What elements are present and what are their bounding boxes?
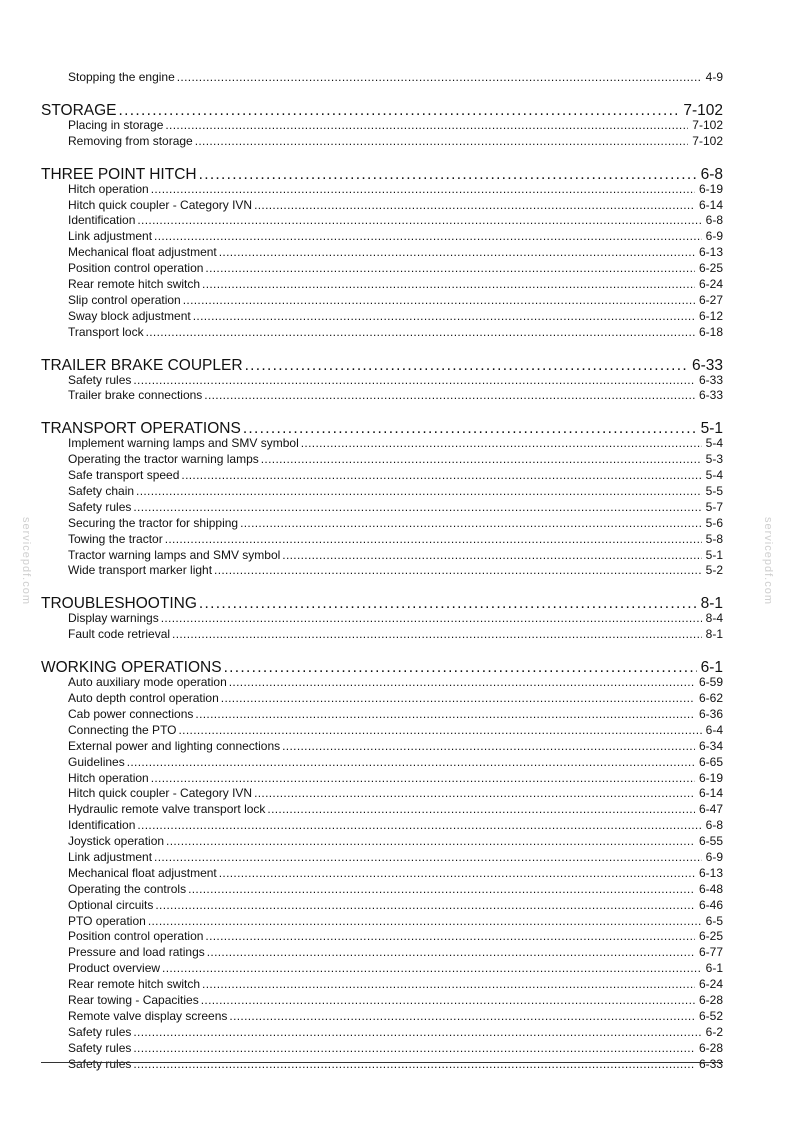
index-entry-label: Rear remote hitch switch [68, 277, 201, 292]
index-entry [41, 627, 723, 643]
dot-leader [133, 1057, 695, 1073]
index-entry-page: 6-14 [698, 786, 723, 801]
index-entry-label: Transport lock [68, 324, 144, 339]
index-entry-page: 6-33 [698, 1056, 723, 1071]
dot-leader [177, 70, 702, 86]
index-entry [41, 548, 723, 564]
index-entry-page: 7-102 [692, 133, 723, 148]
index-entry-label: Hitch operation [68, 770, 149, 785]
section-heading-page: 6-8 [700, 165, 723, 183]
index-entry-label: Guidelines [68, 754, 125, 769]
index-entry-page: 6-24 [698, 277, 723, 292]
index-entry-label: Auto auxiliary mode operation [68, 675, 227, 690]
index-entry-label: Safety rules [68, 372, 132, 387]
index-entry-label: Position control operation [68, 929, 204, 944]
index-entry [41, 802, 723, 818]
dot-leader [133, 500, 701, 516]
index-entry-page: 5-4 [705, 468, 723, 483]
index-entry [41, 691, 723, 707]
index-entry-page: 6-19 [698, 181, 723, 196]
index-entry-page: 6-52 [698, 1008, 723, 1023]
index-entry [41, 245, 723, 261]
dot-leader [133, 1025, 701, 1041]
index-entry-page: 6-77 [698, 945, 723, 960]
index-entry-page: 5-7 [705, 499, 723, 514]
dot-leader [133, 1041, 695, 1057]
dot-leader [193, 309, 695, 325]
index-entry-page: 6-28 [698, 1040, 723, 1055]
index-entry-label: Hitch operation [68, 181, 149, 196]
index-entry-label: Removing from storage [68, 133, 193, 148]
footer-rule [41, 1062, 723, 1063]
index-entry-page: 6-65 [698, 754, 723, 769]
dot-leader [195, 707, 695, 723]
index-entry-label: Sway block adjustment [68, 308, 191, 323]
index-entry-page: 6-47 [698, 802, 723, 817]
dot-leader [161, 611, 702, 627]
index-entry-page: 6-4 [705, 722, 723, 737]
index-entry-label: Link adjustment [68, 849, 153, 864]
index-entry-page: 7-102 [692, 117, 723, 132]
index-entry-page: 6-1 [705, 961, 723, 976]
index-entry [41, 1009, 723, 1025]
index-entry-page: 6-9 [705, 229, 723, 244]
index-entry-label: Rear remote hitch switch [68, 977, 201, 992]
index-entry-label: Safety chain [68, 484, 135, 499]
index-entry-page: 6-59 [698, 675, 723, 690]
watermark-right: servicepdf.com [762, 517, 774, 605]
section-heading-page: 6-1 [700, 659, 723, 677]
dot-leader [146, 325, 695, 341]
index-entry [41, 198, 723, 214]
dot-leader [148, 914, 702, 930]
index-entry [41, 182, 723, 198]
dot-leader [282, 548, 701, 564]
section-heading-label: TROUBLESHOOTING [41, 595, 197, 613]
dot-leader [154, 850, 702, 866]
section-heading [41, 659, 723, 676]
dot-leader [155, 898, 695, 914]
section-heading-label: TRANSPORT OPERATIONS [41, 420, 241, 438]
index-entry-label: Optional circuits [68, 897, 154, 912]
index-entry [41, 532, 723, 548]
section-heading [41, 595, 723, 612]
index-entry [41, 436, 723, 452]
index-entry-label: Slip control operation [68, 292, 181, 307]
section-heading-page: 8-1 [700, 595, 723, 613]
index-entry [41, 1025, 723, 1041]
index-entry-label: Towing the tractor [68, 531, 163, 546]
index-entry-label: Operating the tractor warning lamps [68, 452, 259, 467]
dot-leader [282, 739, 695, 755]
index-entry [41, 707, 723, 723]
index-entry-page: 6-14 [698, 197, 723, 212]
index-entry-label: Link adjustment [68, 229, 153, 244]
index-entry [41, 771, 723, 787]
dot-leader [219, 245, 695, 261]
index-entry-page: 6-2 [705, 1024, 723, 1039]
dot-leader [243, 420, 697, 437]
index-entry [41, 388, 723, 404]
section-heading-label: WORKING OPERATIONS [41, 659, 222, 677]
dot-leader [188, 882, 695, 898]
index-entry-page: 6-27 [698, 292, 723, 307]
dot-leader [133, 373, 695, 389]
index-entry [41, 675, 723, 691]
index-entry-label: Auto depth control operation [68, 691, 219, 706]
dot-leader [195, 134, 689, 150]
index-entry [41, 850, 723, 866]
index-entry-page: 5-2 [705, 563, 723, 578]
index-entry [41, 70, 723, 86]
index-entry-page: 6-55 [698, 834, 723, 849]
index-entry-label: Rear towing - Capacities [68, 992, 199, 1007]
section-heading [41, 102, 723, 119]
dot-leader [261, 452, 702, 468]
index-entry-label: Wide transport marker light [68, 563, 213, 578]
index-entry-page: 6-62 [698, 691, 723, 706]
index-entry-label: Identification [68, 818, 136, 833]
dot-leader [224, 659, 697, 676]
index-entry-page: 5-1 [705, 547, 723, 562]
index-entry-label: Securing the tractor for shipping [68, 515, 239, 530]
section-heading [41, 420, 723, 437]
index-entry [41, 993, 723, 1009]
index-entry-label: Stopping the engine [68, 70, 175, 84]
dot-leader [199, 595, 697, 612]
index-entry [41, 293, 723, 309]
index-entry-page: 6-9 [705, 849, 723, 864]
index-entry-label: Placing in storage [68, 117, 164, 132]
index-entry-label: External power and lighting connections [68, 738, 281, 753]
dot-leader [219, 866, 695, 882]
dot-leader [254, 198, 695, 214]
index-entry [41, 309, 723, 325]
index-entry-label: Safety rules [68, 499, 132, 514]
dot-leader [162, 961, 702, 977]
index-entry-label: Pressure and load ratings [68, 945, 205, 960]
index-entry [41, 468, 723, 484]
index-entry [41, 516, 723, 532]
section-heading-label: THREE POINT HITCH [41, 165, 197, 183]
index-entry [41, 882, 723, 898]
index-entry-page: 6-33 [698, 372, 723, 387]
index-entry-page: 6-8 [705, 818, 723, 833]
index-entry [41, 118, 723, 134]
index-entry [41, 929, 723, 945]
index-entry-page: 8-4 [705, 611, 723, 626]
index-entry [41, 834, 723, 850]
dot-leader [301, 436, 702, 452]
index-entry [41, 786, 723, 802]
dot-leader [165, 532, 702, 548]
index-entry-page: 6-19 [698, 770, 723, 785]
index-entry-page: 6-12 [698, 308, 723, 323]
index-entry-page: 6-13 [698, 245, 723, 260]
section-heading-label: TRAILER BRAKE COUPLER [41, 356, 243, 374]
index-entry-page: 6-33 [698, 388, 723, 403]
index-entry-label: Mechanical float adjustment [68, 865, 217, 880]
dot-leader [221, 691, 695, 707]
index-entry-page: 6-18 [698, 324, 723, 339]
dot-leader [181, 468, 701, 484]
index-entry-label: PTO operation [68, 913, 146, 928]
dot-leader [127, 755, 695, 771]
index-entry [41, 1041, 723, 1057]
index-entry [41, 373, 723, 389]
index-entry-label: Hitch quick coupler - Category IVN [68, 786, 253, 801]
index-entry [41, 277, 723, 293]
dot-leader [151, 771, 695, 787]
dot-leader [204, 388, 695, 404]
dot-leader [229, 675, 695, 691]
dot-leader [199, 166, 697, 183]
index-entry [41, 961, 723, 977]
index-entry-page: 5-6 [705, 515, 723, 530]
index-entry-label: Implement warning lamps and SMV symbol [68, 436, 299, 451]
index-entry-page: 5-8 [705, 531, 723, 546]
index-entry [41, 945, 723, 961]
dot-leader [202, 277, 695, 293]
index-entry-label: Connecting the PTO [68, 722, 177, 737]
dot-leader [205, 261, 695, 277]
index-entry-page: 6-8 [705, 213, 723, 228]
dot-leader [214, 563, 702, 579]
dot-leader [183, 293, 695, 309]
index-entry-page: 6-46 [698, 897, 723, 912]
index-entry-label: Safety rules [68, 1040, 132, 1055]
index-entry [41, 1057, 723, 1073]
index-entry [41, 739, 723, 755]
index-entry-page: 6-24 [698, 977, 723, 992]
index-entry-label: Tractor warning lamps and SMV symbol [68, 547, 281, 562]
dot-leader [179, 723, 702, 739]
dot-leader [202, 977, 695, 993]
index-entry [41, 500, 723, 516]
index-entry-page: 6-48 [698, 881, 723, 896]
dot-leader [136, 484, 702, 500]
section-heading [41, 357, 723, 374]
index-entry-label: Position control operation [68, 261, 204, 276]
index-entry [41, 484, 723, 500]
index-entry-page: 6-28 [698, 992, 723, 1007]
index-entry-label: Product overview [68, 961, 161, 976]
dot-leader [201, 993, 695, 1009]
index-entry-label: Joystick operation [68, 834, 165, 849]
dot-leader [254, 786, 695, 802]
index-entry-label: Hydraulic remote valve transport lock [68, 802, 266, 817]
index-entry [41, 898, 723, 914]
dot-leader [137, 818, 701, 834]
index-entry [41, 818, 723, 834]
index-list [41, 70, 723, 1072]
index-entry-label: Cab power connections [68, 706, 194, 721]
index-entry-label: Fault code retrieval [68, 627, 171, 642]
index-entry-page: 6-36 [698, 706, 723, 721]
index-entry-label: Display warnings [68, 611, 159, 626]
dot-leader [172, 627, 702, 643]
index-entry [41, 325, 723, 341]
index-entry [41, 261, 723, 277]
index-entry-label: Hitch quick coupler - Category IVN [68, 197, 253, 212]
index-entry-page: 6-25 [698, 261, 723, 276]
index-entry [41, 563, 723, 579]
dot-leader [240, 516, 702, 532]
index-entry [41, 134, 723, 150]
index-entry-label: Mechanical float adjustment [68, 245, 217, 260]
dot-leader [267, 802, 695, 818]
section-heading [41, 166, 723, 183]
index-entry-page: 8-1 [705, 627, 723, 642]
section-heading-page: 7-102 [683, 101, 723, 119]
section-heading-label: STORAGE [41, 101, 117, 119]
index-entry [41, 611, 723, 627]
dot-leader [166, 834, 695, 850]
index-entry [41, 866, 723, 882]
index-entry [41, 755, 723, 771]
dot-leader [229, 1009, 695, 1025]
index-entry [41, 452, 723, 468]
index-entry-label: Identification [68, 213, 136, 228]
index-entry [41, 723, 723, 739]
index-entry [41, 914, 723, 930]
index-entry-page: 4-9 [705, 70, 723, 84]
index-entry-label: Safety rules [68, 1024, 132, 1039]
index-entry [41, 213, 723, 229]
dot-leader [245, 357, 688, 374]
index-entry-page: 6-25 [698, 929, 723, 944]
index-entry-label: Operating the controls [68, 881, 187, 896]
dot-leader [137, 213, 701, 229]
dot-leader [151, 182, 695, 198]
index-entry-page: 5-3 [705, 452, 723, 467]
index-entry [41, 229, 723, 245]
index-entry-label: Remote valve display screens [68, 1008, 228, 1023]
watermark-left: servicepdf.com [20, 517, 32, 605]
index-entry-label: Trailer brake connections [68, 388, 203, 403]
dot-leader [154, 229, 702, 245]
section-heading-page: 5-1 [700, 420, 723, 438]
dot-leader [205, 929, 695, 945]
section-heading-page: 6-33 [691, 356, 723, 374]
dot-leader [207, 945, 695, 961]
index-entry-label: Safe transport speed [68, 468, 180, 483]
dot-leader [119, 102, 680, 119]
index-entry-page: 6-13 [698, 865, 723, 880]
dot-leader [165, 118, 688, 134]
index-entry-page: 6-5 [705, 913, 723, 928]
index-entry [41, 977, 723, 993]
index-entry-page: 6-34 [698, 738, 723, 753]
index-entry-page: 5-4 [705, 436, 723, 451]
index-entry-label: Safety rules [68, 1056, 132, 1071]
index-entry-page: 5-5 [705, 484, 723, 499]
